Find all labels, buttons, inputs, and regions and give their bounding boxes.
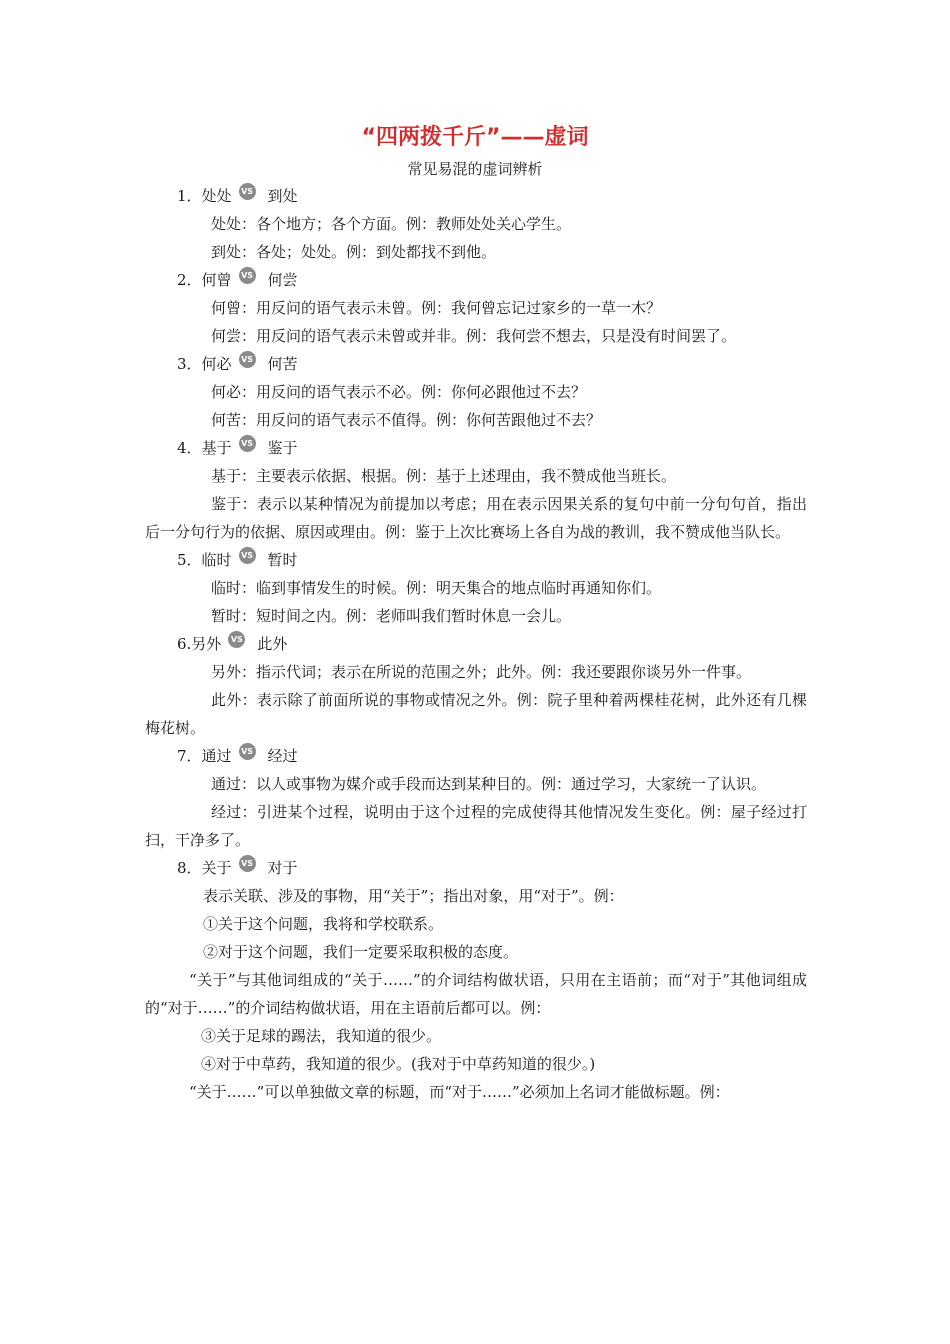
definition-line: 此外：表示除了前面所说的事物或情况之外。例：院子里种着两棵桂花树，此外还有几棵梅花树。	[145, 691, 807, 737]
example-sentence: ②对于这个问题，我们一定要采取积极的态度。	[203, 943, 519, 961]
word-right: 对于	[267, 859, 298, 877]
section-heading	[145, 350, 807, 378]
example-sentence: ①关于这个问题，我将和学校联系。	[203, 915, 444, 933]
word-left: 8．关于	[177, 859, 232, 877]
definition-line: 何必：用反问的语气表示不必。例：你何必跟他过不去？	[211, 383, 587, 401]
vs-icon: VS	[239, 855, 256, 872]
definition-line: 另外：指示代词；表示在所说的范围之外；此外。例：我还要跟你谈另外一件事。	[211, 663, 752, 681]
word-right: 到处	[267, 187, 298, 205]
example-sentence: ③关于足球的踢法，我知道的很少。	[201, 1027, 442, 1045]
section-heading	[145, 630, 807, 658]
definition-line: 何苦：用反问的语气表示不值得。例：你何苦跟他过不去？	[211, 411, 602, 429]
vs-icon: VS	[239, 183, 256, 200]
word-left: 2．何曾	[177, 271, 232, 289]
word-right: 经过	[267, 747, 298, 765]
definition-line: 暂时：短时间之内。例：老师叫我们暂时休息一会儿。	[211, 607, 572, 625]
vs-icon: VS	[228, 631, 245, 648]
vs-icon: VS	[239, 435, 256, 452]
section-heading	[145, 854, 807, 882]
note-paragraph: “关于”与其他词组成的“关于……”的介词结构做状语，只用在主语前；而“对于”其他词组成的“对于……”的介词结构做状语，用在主语前后都可以。例：	[145, 971, 807, 1017]
word-right: 何尝	[267, 271, 298, 289]
word-right: 此外	[257, 635, 288, 653]
vs-icon: VS	[239, 351, 256, 368]
document-body	[145, 182, 807, 1106]
section-heading	[145, 434, 807, 462]
word-right: 暂时	[267, 551, 298, 569]
section-heading	[145, 182, 807, 210]
definition-line: 通过：以人或事物为媒介或手段而达到某种目的。例：通过学习，大家统一了认识。	[211, 775, 767, 793]
definition-line: 到处：各处；处处。例：到处都找不到他。	[211, 243, 497, 261]
vs-icon: VS	[239, 547, 256, 564]
definition-line: 临时：临到事情发生的时候。例：明天集合的地点临时再通知你们。	[211, 579, 662, 597]
definition-line: 经过：引进某个过程，说明由于这个过程的完成使得其他情况发生变化。例：屋子经过打扫，干净多了。	[145, 803, 807, 849]
section-heading	[145, 546, 807, 574]
word-left: 3．何必	[177, 355, 232, 373]
document-subtitle: 常见易混的虚词辨析	[407, 160, 543, 178]
word-left: 7．通过	[177, 747, 232, 765]
document-title: “四两拨千斤”——虚词	[361, 125, 589, 150]
section-heading	[145, 742, 807, 770]
note-paragraph: “关于……”可以单独做文章的标题，而“对于……”必须加上名词才能做标题。例：	[189, 1083, 730, 1101]
word-left: 5．临时	[177, 551, 232, 569]
word-left: 1．处处	[177, 187, 232, 205]
definition-line: 处处：各个地方；各个方面。例：教师处处关心学生。	[211, 215, 572, 233]
definition-line: 基于：主要表示依据、根据。例：基于上述理由，我不赞成他当班长。	[211, 467, 677, 485]
definition-line: 鉴于：表示以某种情况为前提加以考虑；用在表示因果关系的复句中前一分句句首，指出后一分句行为的依据、原因或理由。例：鉴于上次比赛场上各自为战的教训，我不赞成他当队长。	[145, 495, 807, 541]
word-left: 6.另外	[177, 635, 222, 653]
example-sentence: ④对于中草药，我知道的很少。(我对于中草药知道的很少。)	[201, 1055, 596, 1073]
definition-line: 何尝：用反问的语气表示未曾或并非。例：我何尝不想去，只是没有时间罢了。	[211, 327, 737, 345]
word-right: 何苦	[267, 355, 298, 373]
definition-line: 何曾：用反问的语气表示未曾。例：我何曾忘记过家乡的一草一木？	[211, 299, 662, 317]
section-heading	[145, 266, 807, 294]
explanation-line: 表示关联、涉及的事物，用“关于”；指出对象，用“对于”。例：	[203, 887, 624, 905]
word-right: 鉴于	[267, 439, 298, 457]
vs-icon: VS	[239, 267, 256, 284]
word-left: 4．基于	[177, 439, 232, 457]
vs-icon: VS	[239, 743, 256, 760]
